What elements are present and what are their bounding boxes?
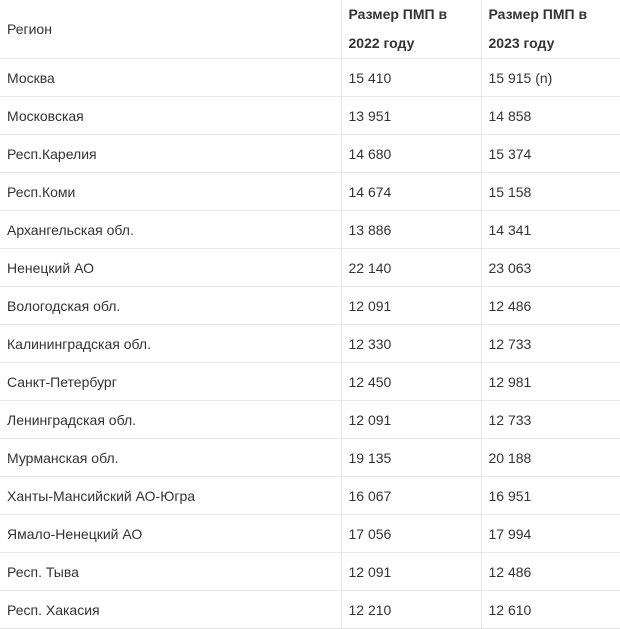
cell-pmp-2022: 12 091 [341, 287, 481, 325]
cell-region: Москва [0, 59, 341, 97]
cell-region: Санкт-Петербург [0, 363, 341, 401]
table-header [0, 0, 620, 59]
cell-region: Калининградская обл. [0, 325, 341, 363]
cell-pmp-2023: 20 188 [481, 439, 620, 477]
cell-pmp-2023: 12 981 [481, 363, 620, 401]
cell-pmp-2023: 15 374 [481, 135, 620, 173]
cell-region: Московская [0, 97, 341, 135]
cell-pmp-2023: 23 063 [481, 249, 620, 287]
cell-pmp-2023: 12 610 [481, 591, 620, 629]
table-row [0, 173, 620, 211]
cell-region: Архангельская обл. [0, 211, 341, 249]
cell-pmp-2022: 19 135 [341, 439, 481, 477]
cell-pmp-2023: 12 486 [481, 287, 620, 325]
cell-pmp-2022: 13 951 [341, 97, 481, 135]
table-row [0, 135, 620, 173]
cell-pmp-2023: 14 858 [481, 97, 620, 135]
cell-pmp-2022: 15 410 [341, 59, 481, 97]
cell-region: Респ.Карелия [0, 135, 341, 173]
cell-region: Вологодская обл. [0, 287, 341, 325]
table-row [0, 515, 620, 553]
cell-region: Ленинградская обл. [0, 401, 341, 439]
table-row [0, 97, 620, 135]
table-row [0, 363, 620, 401]
cell-pmp-2023: 12 733 [481, 325, 620, 363]
table-body [0, 59, 620, 629]
cell-region: Респ.Коми [0, 173, 341, 211]
table-row [0, 59, 620, 97]
table-row [0, 591, 620, 629]
cell-pmp-2022: 22 140 [341, 249, 481, 287]
cell-pmp-2022: 17 056 [341, 515, 481, 553]
cell-pmp-2022: 12 450 [341, 363, 481, 401]
cell-pmp-2022: 14 680 [341, 135, 481, 173]
cell-region: Респ. Хакасия [0, 591, 341, 629]
cell-pmp-2023: 17 994 [481, 515, 620, 553]
table-row [0, 477, 620, 515]
cell-pmp-2022: 12 210 [341, 591, 481, 629]
cell-pmp-2023: 12 733 [481, 401, 620, 439]
table-row [0, 325, 620, 363]
cell-pmp-2023: 14 341 [481, 211, 620, 249]
cell-pmp-2023: 15 915 (n) [481, 59, 620, 97]
header-pmp-2022: Размер ПМП в 2022 году [341, 0, 481, 59]
cell-region: Мурманская обл. [0, 439, 341, 477]
cell-region: Респ. Тыва [0, 553, 341, 591]
cell-region: Ямало-Ненецкий АО [0, 515, 341, 553]
cell-pmp-2023: 15 158 [481, 173, 620, 211]
cell-pmp-2022: 13 886 [341, 211, 481, 249]
table-row [0, 211, 620, 249]
header-row [0, 0, 620, 59]
table-row [0, 439, 620, 477]
table-row [0, 401, 620, 439]
header-pmp-2023: Размер ПМП в 2023 году [481, 0, 620, 59]
cell-pmp-2022: 12 330 [341, 325, 481, 363]
header-region: Регион [0, 0, 341, 59]
cell-pmp-2022: 12 091 [341, 401, 481, 439]
cell-pmp-2022: 14 674 [341, 173, 481, 211]
cell-pmp-2022: 16 067 [341, 477, 481, 515]
table-row [0, 249, 620, 287]
cell-pmp-2022: 12 091 [341, 553, 481, 591]
table-row [0, 287, 620, 325]
table-row [0, 553, 620, 591]
cell-pmp-2023: 16 951 [481, 477, 620, 515]
cell-region: Ненецкий АО [0, 249, 341, 287]
cell-pmp-2023: 12 486 [481, 553, 620, 591]
cell-region: Ханты-Мансийский АО-Югра [0, 477, 341, 515]
